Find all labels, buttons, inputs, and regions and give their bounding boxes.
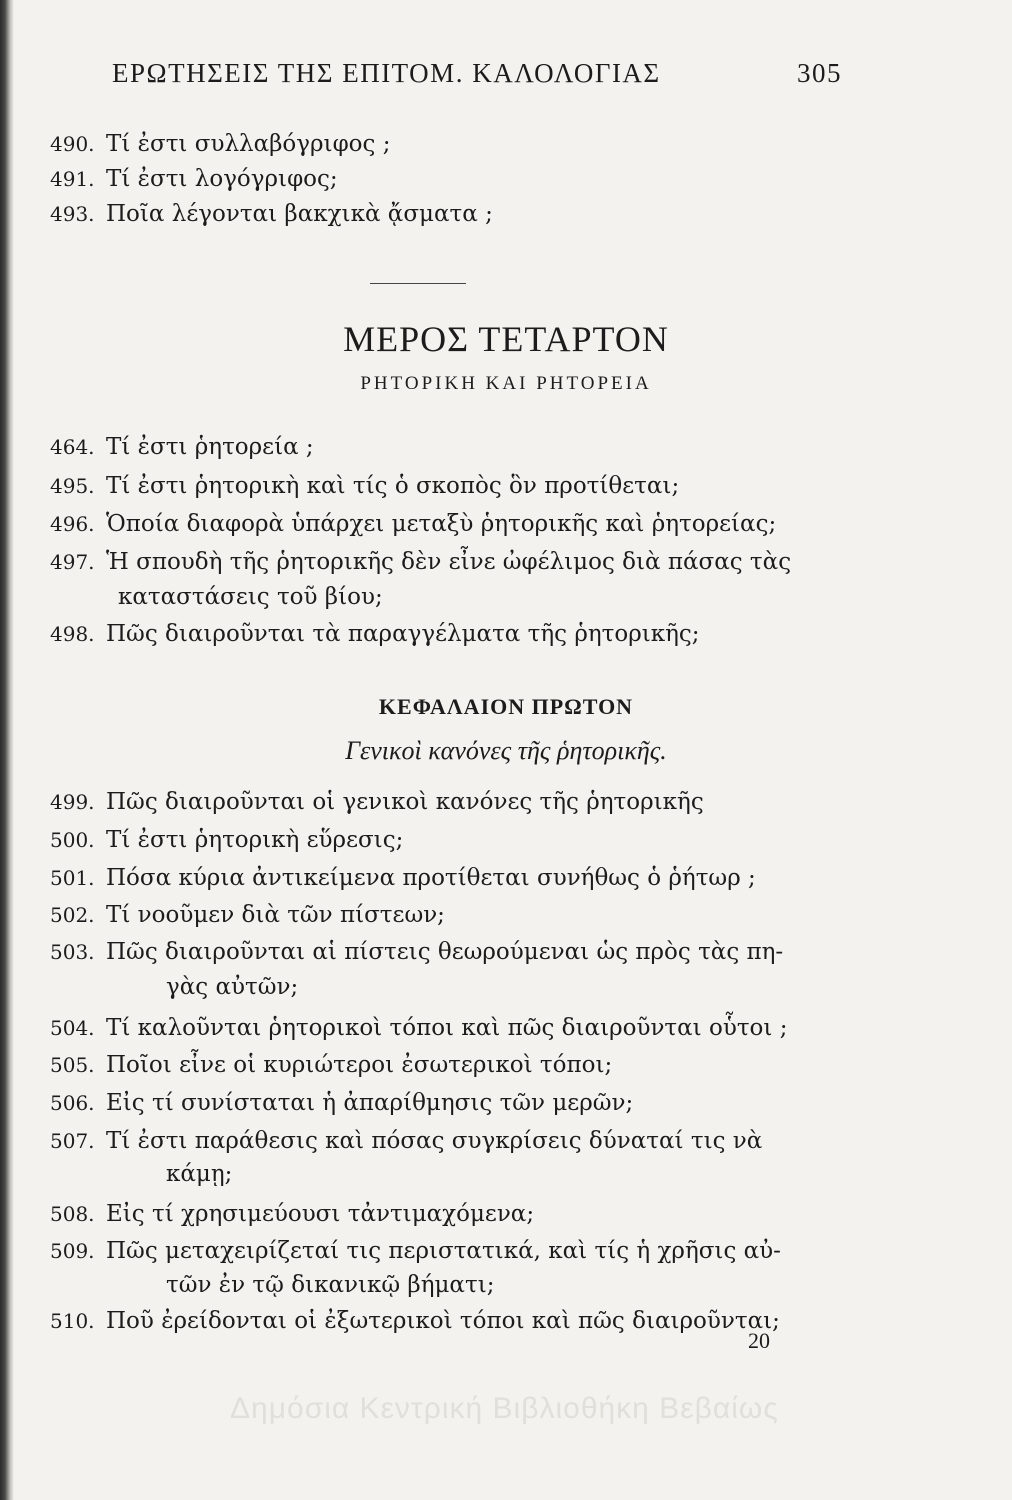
question-text: Εἰς τί συνίσταται ἡ ἀπαρίθμησις τῶν μερῶν; [106,1090,634,1116]
question-number: 498. [50,622,95,646]
running-title: ΕΡΩΤΗΣΕΙΣ ΤΗΣ ΕΠΙΤΟΜ. ΚΑΛΟΛΟΓΙΑΣ [112,58,661,88]
question-number: 464. [50,435,95,459]
question-item [50,164,338,194]
question-text: Εἰς τί χρησιμεύουσι τἀντιμαχόμενα; [106,1201,535,1227]
question-number: 508. [50,1202,95,1226]
question-text: Πῶς μεταχειρίζεταί τις περιστατικά, καὶ τίς ἡ χρῆσις αὐ- [106,1238,781,1264]
question-number: 501. [50,866,95,890]
part-title: ΜΕΡΟΣ ΤΕΤΑΡΤΟΝ [343,319,669,359]
question-item [50,1236,781,1266]
question-continuation: κάμῃ; [166,1161,233,1187]
signature-number: 20 [748,1328,770,1353]
question-item [50,787,704,817]
library-watermark: Δημόσια Κεντρική Βιβλιοθήκη Βεβαίως [230,1392,779,1425]
question-item [50,199,493,229]
chapter-title: ΚΕΦΑΛΑΙΟΝ ΠΡΩΤΟΝ [378,694,634,719]
question-item [50,432,314,462]
question-item [50,1013,788,1043]
question-item [50,1050,612,1080]
question-item [50,937,783,967]
question-item [50,1088,633,1118]
question-text: Τί ἐστι ῥητορικὴ καὶ τίς ὁ σκοπὸς ὃν προτίθεται; [106,473,680,499]
question-continuation: καταστάσεις τοῦ βίου; [118,584,383,610]
question-item [50,129,390,159]
question-text: Πόσα κύρια ἀντικείμενα προτίθεται συνήθως ὁ ῥήτωρ ; [106,865,756,891]
question-text: Τί καλοῦνται ῥητορικοὶ τόποι καὶ πῶς διαιροῦνται οὗτοι ; [106,1015,788,1041]
question-text: Ἡ σπουδὴ τῆς ῥητορικῆς δὲν εἶνε ὠφέλιμος διὰ πάσας τὰς [106,549,792,575]
question-number: 505. [50,1053,95,1077]
question-text: Πῶς διαιροῦνται τὰ παραγγέλματα τῆς ῥητορικῆς; [106,621,700,647]
question-text: Πῶς διαιροῦνται αἱ πίστεις θεωρούμεναι ὡς πρὸς τὰς πη- [106,939,784,965]
question-item [50,1126,762,1156]
question-number: 504. [50,1016,95,1040]
question-number: 490. [50,132,95,156]
question-number: 502. [50,903,95,927]
question-item [50,863,756,893]
question-text: Τί ἐστι παράθεσις καὶ πόσας συγκρίσεις δύναταί τις νὰ [106,1128,763,1154]
question-number: 496. [50,512,95,536]
question-item [50,900,445,930]
question-text: Τί ἐστι ῥητορεία ; [106,434,314,460]
question-item [50,825,403,855]
chapter-subtitle: Γενικοὶ κανόνες τῆς ῥητορικῆς. [345,736,667,765]
question-number: 509. [50,1239,95,1263]
question-number: 499. [50,790,95,814]
question-text: Τί νοοῦμεν διὰ τῶν πίστεων; [106,902,445,928]
part-subtitle: ΡΗΤΟΡΙΚΗ ΚΑΙ ΡΗΤΟΡΕΙΑ [360,373,652,394]
question-item [50,619,700,649]
question-item [50,471,679,501]
question-item [50,509,776,539]
question-number: 503. [50,940,95,964]
question-text: Τί ἐστι ῥητορικὴ εὕρεσις; [106,827,404,853]
question-number: 506. [50,1091,95,1115]
question-text: Πῶς διαιροῦνται οἱ γενικοὶ κανόνες τῆς ῥητορικῆς [106,789,704,815]
question-text: Τί ἐστι λογόγριφος; [106,166,338,192]
question-number: 500. [50,828,95,852]
page-number: 305 [797,58,842,88]
question-number: 495. [50,474,95,498]
running-header [112,58,842,89]
question-continuation: τῶν ἐν τῷ δικανικῷ βήματι; [166,1272,495,1298]
question-item [50,547,791,577]
question-text: Ποῦ ἐρείδονται οἱ ἐξωτερικοὶ τόποι καὶ πῶς διαιροῦνται; [106,1308,780,1334]
question-number: 510. [50,1309,95,1333]
question-number: 493. [50,202,95,226]
question-text: Ποῖα λέγονται βακχικὰ ᾄσματα ; [106,201,493,227]
question-text: Ὁποία διαφορὰ ὑπάρχει μεταξὺ ῥητορικῆς καὶ ῥητορείας; [106,511,777,537]
question-number: 491. [50,167,95,191]
question-text: Τί ἐστι συλλαβόγριφος ; [106,131,391,157]
question-item [50,1306,780,1336]
question-number: 497. [50,550,95,574]
question-text: Ποῖοι εἶνε οἱ κυριώτεροι ἐσωτερικοὶ τόποι; [106,1052,613,1078]
section-divider [370,283,466,284]
question-number: 507. [50,1129,95,1153]
question-continuation: γὰς αὐτῶν; [166,974,299,1000]
question-item [50,1199,534,1229]
